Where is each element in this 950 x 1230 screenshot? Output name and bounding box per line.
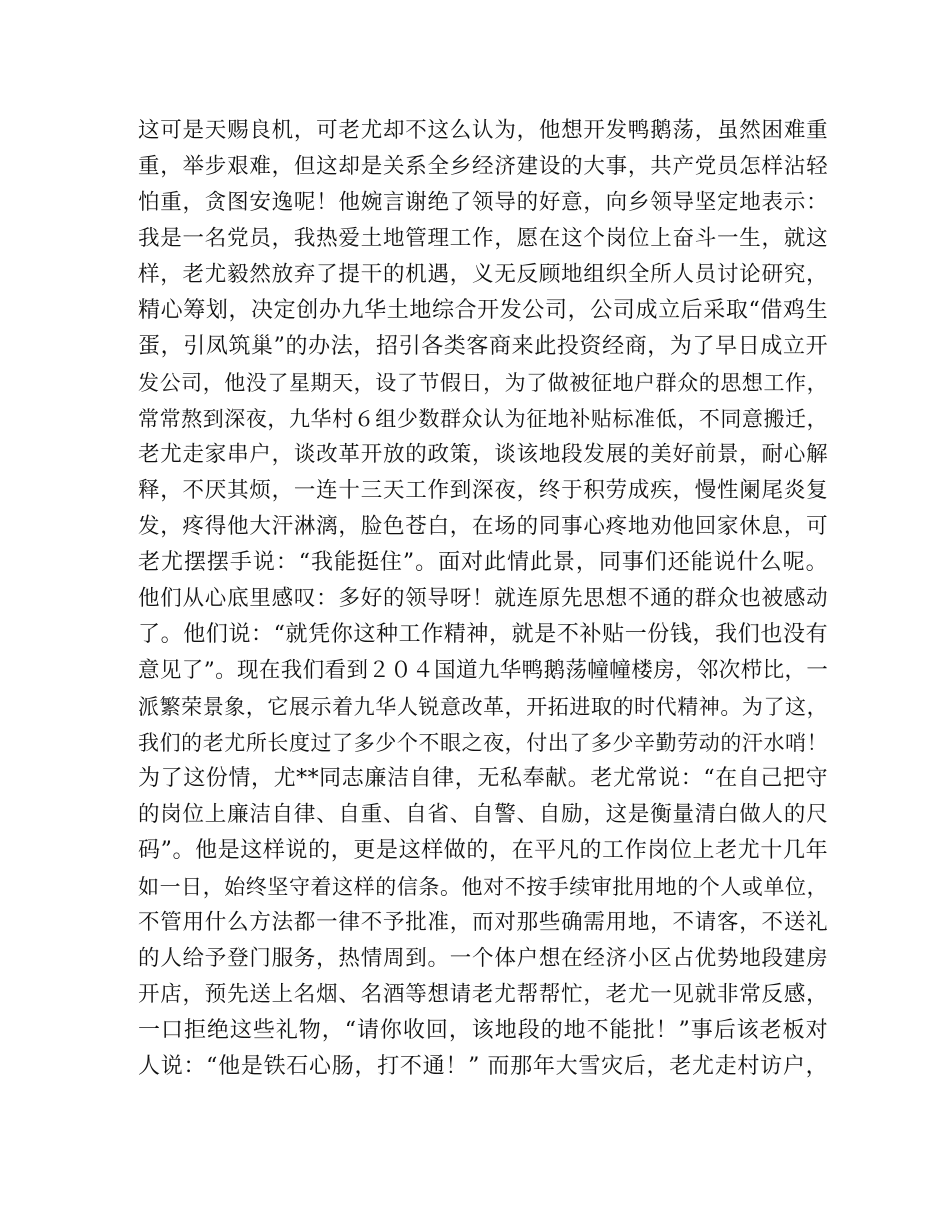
text-line-14: 他们从心底里感叹：多好的领导呀！就连原先思想不通的群众也被感动 (138, 586, 828, 611)
text-line-1: 这可是天赐良机，可老尤却不这么认为，他想开发鸭鹅荡，虽然困难重 (138, 118, 828, 143)
text-line-13: 老尤摆摆手说：“我能挺住”。面对此情此景，同事们还能说什么呢。 (138, 550, 828, 575)
text-line-16: 意见了”。现在我们看到２０４国道九华鸭鹅荡幢幢楼房，邻次栉比，一 (138, 658, 829, 683)
text-line-5: 样，老尤毅然放弃了提干的机遇，义无反顾地组织全所人员讨论研究， (138, 262, 828, 287)
text-line-11: 释，不厌其烦，一连十三天工作到深夜，终于积劳成疾，慢性阑尾炎复 (138, 478, 828, 503)
text-line-21: 码”。他是这样说的，更是这样做的，在平凡的工作岗位上老尤十几年 (138, 838, 828, 863)
text-line-3: 怕重，贪图安逸呢！他婉言谢绝了领导的好意，向乡领导坚定地表示： (138, 190, 828, 215)
text-line-23: 不管用什么方法都一律不予批准，而对那些确需用地，不请客，不送礼 (138, 910, 828, 935)
text-line-12: 发，疼得他大汗淋漓，脸色苍白，在场的同事心疼地劝他回家休息，可 (138, 514, 828, 539)
text-line-20: 的岗位上廉洁自律、自重、自省、自警、自励，这是衡量清白做人的尺 (138, 802, 828, 827)
text-line-10: 老尤走家串户，谈改革开放的政策，谈该地段发展的美好前景，耐心解 (138, 442, 828, 467)
text-line-24: 的人给予登门服务，热情周到。一个体户想在经济小区占优势地段建房 (138, 946, 828, 971)
text-line-26: 一口拒绝这些礼物，“请你收回，该地段的地不能批！”事后该老板对 (138, 1018, 828, 1043)
text-line-4: 我是一名党员，我热爱土地管理工作，愿在这个岗位上奋斗一生，就这 (138, 226, 828, 251)
text-line-2: 重，举步艰难，但这却是关系全乡经济建设的大事，共产党员怎样沾轻 (138, 154, 828, 179)
text-line-17: 派繁荣景象，它展示着九华人锐意改革，开拓进取的时代精神。为了这， (138, 695, 828, 719)
text-line-27: 人说：“他是铁石心肠，打不通！” 而那年大雪灾后，老尤走村访户， (138, 1054, 828, 1079)
text-line-22: 如一日，始终坚守着这样的信条。他对不按手续审批用地的个人或单位， (138, 875, 828, 899)
text-line-7: 蛋，引凤筑巢”的办法，招引各类客商来此投资经商，为了早日成立开 (138, 334, 828, 359)
text-line-19: 为了这份情，尤**同志廉洁自律，无私奉献。老尤常说：“在自己把守 (138, 766, 828, 791)
body-paragraph (138, 113, 828, 1085)
text-line-25: 开店，预先送上名烟、名酒等想请老尤帮帮忙，老尤一见就非常反感， (138, 982, 828, 1007)
text-line-18: 我们的老尤所长度过了多少个不眼之夜，付出了多少辛勤劳动的汗水哨！ (138, 731, 828, 755)
text-line-15: 了。他们说：“就凭你这种工作精神，就是不补贴一份钱，我们也没有 (138, 622, 828, 647)
text-line-6: 精心筹划，决定创办九华土地综合开发公司，公司成立后采取“借鸡生 (138, 298, 828, 323)
text-line-9: 常常熬到深夜，九华村６组少数群众认为征地补贴标准低，不同意搬迁， (138, 407, 828, 431)
text-line-8: 发公司，他没了星期天，设了节假日，为了做被征地户群众的思想工作， (138, 371, 828, 395)
